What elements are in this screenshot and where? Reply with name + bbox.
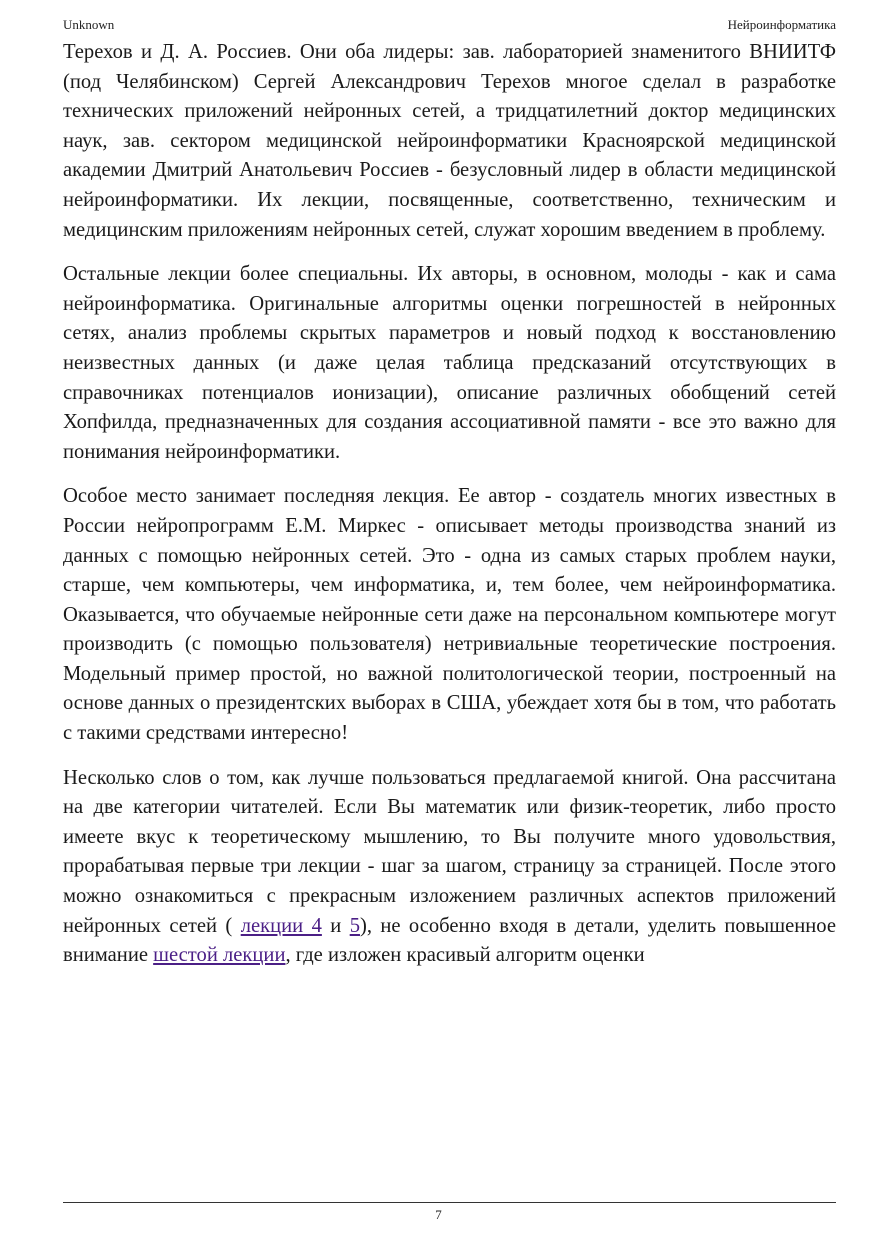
- paragraph-4: [63, 764, 836, 971]
- paragraph-2: Остальные лекции более специальны. Их авторы, в основном, молоды - как и сама нейроинформатика. Оригинальные алгоритмы оценки погрешностей в нейронных сетях, анализ проблемы скрытых параметров и новый подход к восстановлению неизвестных данных (и даже целая таблица предсказаний отсутствующих в справочниках потенциалов ионизации), описание различных обобщений сетей Хопфилда, предназначенных для создания ассоциативной памяти - все это важно для понимания нейроинформатики.: [63, 263, 836, 463]
- header-author: Unknown: [63, 17, 115, 32]
- header-book-title: Нейроинформатика: [727, 17, 836, 32]
- link-lecture-5[interactable]: 5: [349, 914, 360, 937]
- paragraph-4-text-4: , где изложен красивый алгоритм оценки: [285, 944, 645, 967]
- paragraph-4-text-1: Несколько слов о том, как лучше пользоваться предлагаемой книгой. Она рассчитана на две категории читателей. Если Вы математик или физик-теоретик, либо просто имеете вкус к теоретическому мышлению, то Вы получите много удовольствия, прорабатывая первые три лекции - шаг за шагом, страницу за страницей. После этого можно ознакомиться с прекрасным изложением различных аспектов приложений нейронных сетей (: [63, 766, 836, 937]
- page-number: 7: [435, 1207, 442, 1222]
- document-body: [63, 38, 836, 986]
- link-lecture-6[interactable]: шестой лекции: [153, 944, 286, 967]
- paragraph-4-text-2: и: [321, 914, 350, 937]
- paragraph-1: Терехов и Д. А. Россиев. Они оба лидеры: зав. лабораторией знаменитого ВНИИТФ (под Челябинском) Сергей Александрович Терехов многое сделал в разработке технических приложений нейронных сетей, а тридцатилетний доктор медицинских наук, зав. сектором медицинской нейроинформатики Красноярской медицинской академии Дмитрий Анатольевич Россиев - безусловный лидер в области медицинской нейроинформатики. Их лекции, посвященные, соответственно, техническим и медицинским приложениям нейронных сетей, служат хорошим введением в проблему.: [63, 41, 836, 241]
- page-header: [63, 16, 836, 34]
- paragraph-3: Особое место занимает последняя лекция. Ее автор - создатель многих известных в России нейропрограмм Е.М. Миркес - описывает методы производства знаний из данных с помощью нейронных сетей. Это - одна из самых старых проблем науки, старше, чем компьютеры, чем информатика, и, тем более, чем нейроинформатика. Оказывается, что обучаемые нейронные сети даже на персональном компьютере могут производить (с помощью пользователя) нетривиальные теоретические построения. Модельный пример простой, но важной политологической теории, построенный на основе данных о президентских выборах в США, убеждает хотя бы в том, что работать с такими средствами интересно!: [63, 485, 836, 745]
- link-lecture-4[interactable]: лекции 4: [240, 914, 322, 937]
- paragraph-4-text-3: ), не особенно входя в детали, уделить повышенное внимание: [63, 914, 836, 967]
- footer-divider: [63, 1202, 836, 1203]
